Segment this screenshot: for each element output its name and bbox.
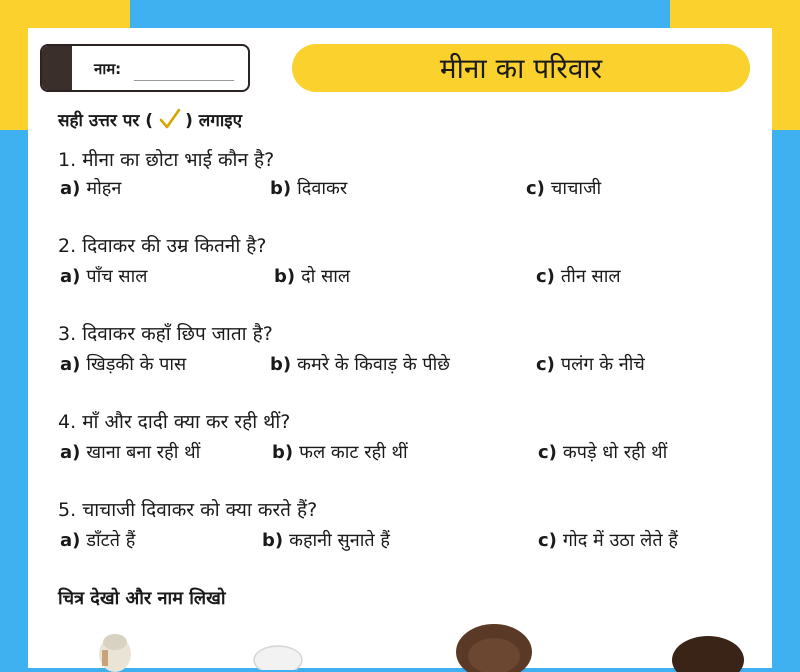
option-3c[interactable]	[536, 352, 645, 376]
option-letter: b)	[270, 354, 292, 375]
option-letter: c)	[538, 442, 557, 463]
option-text: खाना बना रही थीं	[86, 442, 201, 463]
option-3b[interactable]	[270, 352, 450, 376]
instruction	[58, 106, 242, 132]
option-5c[interactable]	[538, 528, 678, 552]
option-2b[interactable]	[274, 264, 350, 288]
option-4a[interactable]	[60, 440, 200, 464]
question-4	[58, 408, 290, 434]
name-line	[134, 80, 234, 81]
option-text: तीन साल	[560, 266, 621, 287]
check-mark-icon	[157, 106, 183, 132]
option-letter: b)	[262, 530, 284, 551]
option-4c[interactable]	[538, 440, 667, 464]
option-text: कमरे के किवाड़ के पीछे	[297, 354, 450, 375]
worksheet	[28, 28, 772, 668]
option-3a[interactable]	[60, 352, 186, 376]
option-letter: a)	[60, 530, 81, 551]
option-1b[interactable]	[270, 176, 347, 200]
option-letter: b)	[272, 442, 294, 463]
option-text: कपड़े धो रही थीं	[562, 442, 668, 463]
question-2	[58, 232, 266, 258]
option-letter: a)	[60, 178, 81, 199]
option-1c[interactable]	[526, 176, 601, 200]
option-letter: a)	[60, 354, 81, 375]
option-5b[interactable]	[262, 528, 390, 552]
option-1a[interactable]	[60, 176, 121, 200]
section-2-title: चित्र देखो और नाम लिखो	[58, 588, 226, 609]
option-letter: c)	[526, 178, 545, 199]
option-text: फल काट रही थीं	[299, 442, 408, 463]
option-4b[interactable]	[272, 440, 408, 464]
question-number: 2.	[58, 235, 77, 257]
uncle-picture	[668, 632, 748, 672]
option-letter: a)	[60, 266, 81, 287]
question-number: 1.	[58, 149, 77, 171]
option-text: दो साल	[301, 266, 351, 287]
option-text: पलंग के नीचे	[560, 354, 645, 375]
question-5	[58, 496, 317, 522]
name-box	[40, 44, 250, 92]
option-letter: b)	[274, 266, 296, 287]
question-number: 4.	[58, 411, 77, 433]
question-1	[58, 146, 274, 172]
option-2c[interactable]	[536, 264, 621, 288]
option-letter: c)	[536, 354, 555, 375]
instruction-before: सही उत्तर पर (	[58, 110, 154, 131]
option-text: कहानी सुनाते हैं	[289, 530, 390, 551]
option-2a[interactable]	[60, 264, 147, 288]
question-text: दिवाकर कहाँ छिप जाता है?	[82, 323, 273, 345]
instruction-after: ) लगाइए	[185, 110, 243, 131]
option-text: गोद में उठा लेते हैं	[562, 530, 678, 551]
option-text: मोहन	[86, 178, 122, 199]
question-number: 3.	[58, 323, 77, 345]
option-5a[interactable]	[60, 528, 135, 552]
worksheet-title-text: मीना का परिवार	[439, 52, 603, 85]
option-letter: c)	[536, 266, 555, 287]
mother-picture	[452, 622, 536, 672]
question-text: मीना का छोटा भाई कौन है?	[82, 149, 275, 171]
question-text: चाचाजी दिवाकर को क्या करते हैं?	[82, 499, 318, 521]
grandmother-picture	[90, 632, 140, 672]
option-text: खिड़की के पास	[86, 354, 187, 375]
option-text: पाँच साल	[86, 266, 148, 287]
option-text: चाचाजी	[550, 178, 602, 199]
grandfather-picture	[248, 640, 308, 670]
option-text: दिवाकर	[297, 178, 348, 199]
option-letter: a)	[60, 442, 81, 463]
option-text: डाँटते हैं	[86, 530, 136, 551]
question-3	[58, 320, 273, 346]
name-box-tab	[42, 46, 72, 90]
question-text: माँ और दादी क्या कर रही थीं?	[82, 411, 291, 433]
question-text: दिवाकर की उम्र कितनी है?	[82, 235, 267, 257]
worksheet-title	[292, 44, 750, 92]
option-letter: b)	[270, 178, 292, 199]
name-label: नाम:	[94, 60, 122, 78]
question-number: 5.	[58, 499, 77, 521]
option-letter: c)	[538, 530, 557, 551]
